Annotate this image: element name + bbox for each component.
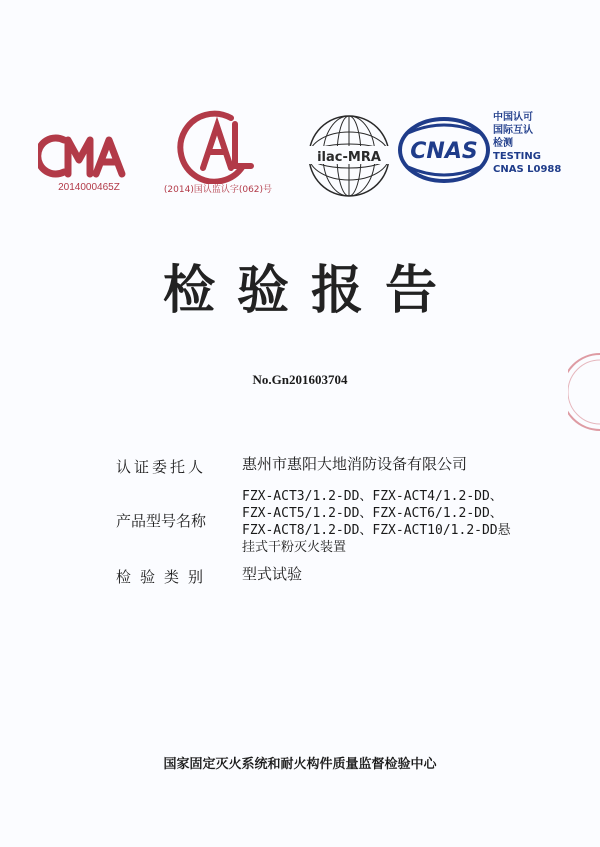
cnas-line: CNAS L0988 xyxy=(493,164,562,175)
test-type-label: 检验类别 xyxy=(116,568,213,586)
product-line: FZX-ACT3/1.2-DD、FZX-ACT4/1.2-DD、 xyxy=(242,489,503,504)
product-line: FZX-ACT8/1.2-DD、FZX-ACT10/1.2-DD悬 xyxy=(242,523,511,538)
cnas-line: 检测 xyxy=(493,138,513,149)
product-line: FZX-ACT5/1.2-DD、FZX-ACT6/1.2-DD、 xyxy=(242,506,503,521)
cal-code: (2014)国认监认字(062)号 xyxy=(163,185,273,195)
client-value: 惠州市惠阳大地消防设备有限公司 xyxy=(242,455,468,473)
cnas-accreditation-text xyxy=(493,111,593,176)
test-type-value: 型式试验 xyxy=(242,565,303,583)
client-label: 认证委托人 xyxy=(116,458,207,476)
cnas-line: 国际互认 xyxy=(493,125,533,136)
report-number: No.Gn201603704 xyxy=(252,372,348,387)
cnas-line: 中国认可 xyxy=(493,112,533,123)
cma-logo xyxy=(38,132,134,180)
cnas-logo xyxy=(398,115,490,185)
cal-logo xyxy=(173,110,259,184)
product-value xyxy=(242,488,511,556)
stamp-seal xyxy=(568,352,600,432)
cma-code: 2014000465Z xyxy=(58,182,120,193)
issuing-organization: 国家固定灭火系统和耐火构件质量监督检验中心 xyxy=(163,757,437,772)
ilac-text: ilac-MRA xyxy=(317,150,381,165)
product-line: 挂式干粉灭火装置 xyxy=(242,540,347,555)
product-label: 产品型号名称 xyxy=(116,512,207,530)
report-title: 检验报告 xyxy=(162,260,459,321)
cnas-text: CNAS xyxy=(410,139,478,164)
cnas-line: TESTING xyxy=(493,151,541,162)
certification-logos xyxy=(0,0,600,210)
ilac-mra-logo xyxy=(303,110,395,202)
